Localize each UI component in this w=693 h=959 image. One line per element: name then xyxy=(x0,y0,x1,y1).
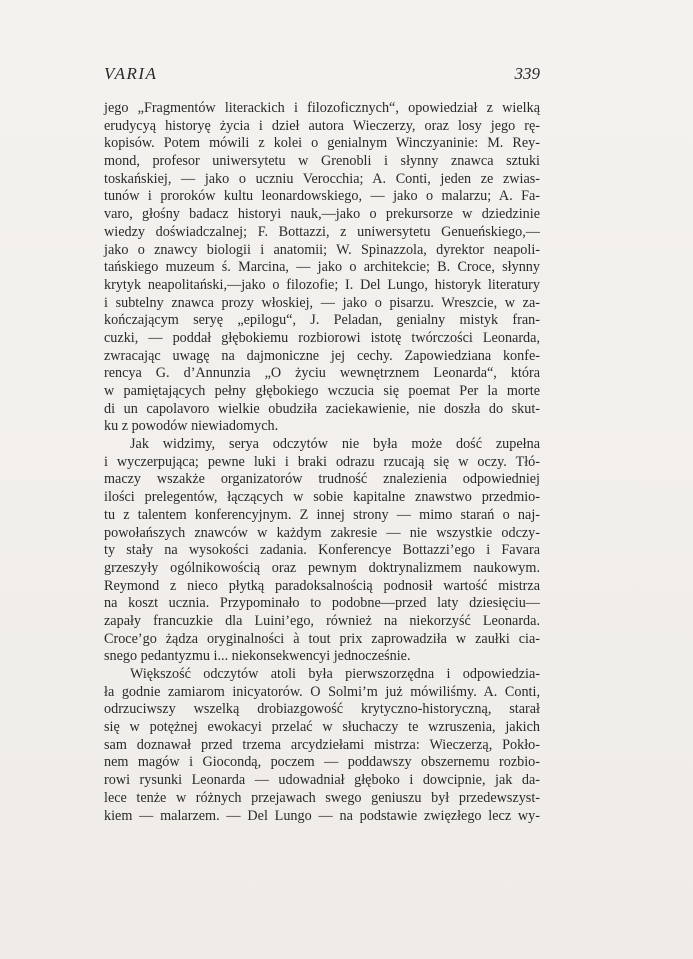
text-line: grzeszyły ogólnikowością oraz pewnym doktrynalizmem naukowym. xyxy=(104,559,540,576)
text-line: i subtelny znawca prozy włoskiej, — jako o pisarzu. Wreszcie, w za- xyxy=(104,294,540,311)
text-line: Jak widzimy, serya odczytów nie była może dość zupełna xyxy=(130,436,540,453)
text-line: mond, profesor uniwersytetu w Grenobli i słynny znawca sztuki xyxy=(104,153,540,170)
text-line: lece tenże w różnych przejawach swego geniuszu był przedewszyst- xyxy=(104,789,540,806)
text-line: sam doznawał przed trzema arcydziełami mistrza: Wieczerzą, Pokło- xyxy=(104,736,540,753)
text-line: tu z talentem konferencyjnym. Z innej strony — mimo starań o naj- xyxy=(104,506,540,523)
text-line: di un capolavoro wielkie obudziła zaciekawienie, nie doszła do skut- xyxy=(104,400,540,417)
text-line: Większość odczytów atoli była pierwszorzędna i odpowiedzia- xyxy=(130,666,540,682)
page-number: 339 xyxy=(514,64,540,83)
text-line: i wyczerpująca; pewne luki i braki odrazu rzucają się w oczy. Tłó- xyxy=(104,453,540,470)
text-line: erudycyą historyę życia i dzieł autora Wieczerzy, oraz losy jego rę- xyxy=(104,117,540,134)
text-line: ilości prelegentów, łączących w sobie kapitalne znawstwo przedmio- xyxy=(104,489,540,506)
text-line: kopisów. Potem mówili z kolei o genialnym Winczyaninie: M. Rey- xyxy=(104,135,540,152)
text-line: jako o znawcy biologii i anatomii; W. Spinazzola, dyrektor neapoli- xyxy=(104,241,540,258)
text-line: tunów i proroków kultu leonardowskiego, — jako o malarzu; A. Fa- xyxy=(104,188,540,205)
text-line: rencya G. d’Annunzia „O życiu wewnętrznem Leonarda“, która xyxy=(104,365,540,382)
text-line: wiedzy doświadczalnej; F. Bottazzi, z uniwersytetu Genueńskiego,— xyxy=(104,223,540,240)
text-line: jego „Fragmentów literackich i filozoficznych“, opowiedział z wielką xyxy=(104,100,540,116)
text-line: powołańszych znawców w każdym zakresie — nie wszystkie odczy- xyxy=(104,524,540,541)
text-line: zapały francuzkie dla Luini’ego, również na niekorzyść Leonarda. xyxy=(104,612,540,629)
running-title: VARIA xyxy=(104,64,158,83)
text-line: Croce’go żądza oryginalności à tout prix zaprowadziła w zaułki cia- xyxy=(104,630,540,647)
text-line: varo, głośny badacz historyi nauk,—jako o prekursorze w dziedzinie xyxy=(104,206,540,223)
text-line: nem magów i Giocondą, poczem — poddawszy obszernemu rozbio- xyxy=(104,754,540,771)
text-line: ku z powodów niewiadomych. xyxy=(104,418,279,435)
text-line: rowi rysunki Leonarda — udowadniał głęboko i dowcipnie, jak da- xyxy=(104,772,540,789)
text-line: zwracając uwagę na dajmoniczne jej cechy. Zapowiedziana konfe- xyxy=(104,347,540,364)
text-line: ła godnie zamiarom inicyatorów. O Solmi’m już mówiliśmy. A. Conti, xyxy=(104,683,540,700)
text-line: tańskiego muzeum ś. Marcina, — jako o architekcie; B. Croce, słynny xyxy=(104,259,540,276)
text-line: toskańskiej, — jako o uczniu Verocchia; A. Conti, jeden ze zwias- xyxy=(104,170,540,187)
text-line: odrzuciwszy wszelką drobiazgowość krytyczno-historyczną, starał xyxy=(104,701,540,718)
text-line: w pamiętających pełny głębokiego wczucia się poemat Per la morte xyxy=(104,383,540,399)
text-line: kończającym seryę „epilogu“, J. Peladan, genialny mistyk fran- xyxy=(104,312,540,329)
text-line: kiem — malarzem. — Del Lungo — na podstawie zwięzłego lecz wy- xyxy=(104,807,540,824)
text-line: na koszt ucznia. Przypominało to podobne—przed laty dziesięciu— xyxy=(104,595,540,612)
page-header xyxy=(104,64,540,88)
text-line: snego pedantyzmu i... niekonsekwencyi jednocześnie. xyxy=(104,648,411,665)
text-line: cuzki, — poddał głębokiemu rozbiorowi istotę twórczości Leonarda, xyxy=(104,329,540,346)
body-text xyxy=(104,100,540,825)
text-line: ty stały na wysokości zadania. Konferencye Bottazzi’ego i Favara xyxy=(104,542,540,559)
text-line: Reymond z nieco płytką paradoksalnością podnosił wartość mistrza xyxy=(104,577,540,594)
text-line: się w potężnej ewokacyi przelać w słuchaczy te wzruszenia, jakich xyxy=(104,719,540,736)
text-line: krytyk neapolitański,—jako o filozofie; I. Del Lungo, historyk literatury xyxy=(104,276,540,293)
text-line: maczy wszakże organizatorów trudność znalezienia odpowiedniej xyxy=(104,471,540,488)
